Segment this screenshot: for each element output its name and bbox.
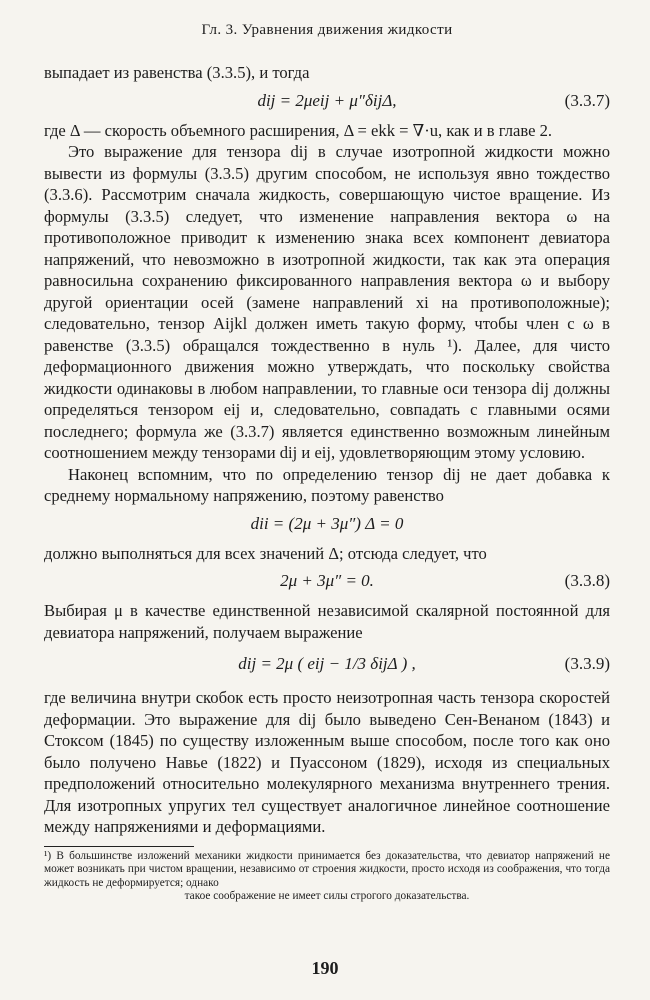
page-content [44,22,610,904]
footnote-text: ¹) В большинстве изложений механики жидкости принимается без доказательства, что девиатор напряжений не может возникать при чистом вращении, независимо от строения жидкости, просто исходя из соображения, что тогда жидкость не деформируется; однако [44,849,610,889]
footnote [44,850,610,904]
paragraph-7: где величина внутри скобок есть просто неизотропная часть тензора скоростей деформации. Это выражение для dij было выведено Сен-Венаном (1843) и Стоксом (1845) по существу изложенным выше способом, после того как оно было получено Навье (1822) и Пуассоном (1829), исходя из специальных предположений относительно молекулярного механизма внутреннего трения. Для изотропных упругих тел существует аналогичное линейное соотношение между напряжениями и деформациями. [44,688,610,836]
paragraph-6: Выбирая μ в качестве единственной независимой скалярной постоянной для девиатора напряжений, получаем выражение [44,601,610,642]
equation-trace [44,507,610,543]
running-header: Гл. 3. Уравнения движения жидкости [201,22,453,38]
paragraph-5: должно выполняться для всех значений Δ; отсюда следует, что [44,543,487,563]
equation-3-3-8 [44,564,610,600]
paragraph-3: Это выражение для тензора dij в случае изотропной жидкости можно вывести из формулы (3.3.5) другим способом, не используя явно тождество (3.3.6). Рассмотрим сначала жидкость, совершающую чистое вращение. Из формулы (3.3.5) следует, что изменение направления вектора ω на противоположное приводит к изменению знака всех компонент девиатора напряжений, что невозможно в изотропной жидкости, так как эта операция равносильна сохранению фиксированного направления вектора ω и выбору другой ориентации осей (замене направлений xi на противоположные); следовательно, тензор Aijkl должен иметь такую форму, чтобы член с ω в равенстве (3.3.5) обращался тождественно в нуль ¹). Далее, для чисто деформационного движения можно утверждать, что поскольку свойства жидкости одинаковы в любом направлении, то главные оси тензора dij должны определяться тензором eij и, следовательно, совпадать с главными осями последнего; формула же (3.3.7) является единственно возможным линейным соотношением между тензорами dij и eij, удовлетворяющим этому условию. [44,142,610,462]
equation-formula: 2μ + 3μ″ = 0. [280,571,374,590]
paragraph-1: выпадает из равенства (3.3.5), и тогда [44,63,310,82]
paragraph-2: где Δ — скорость объемного расширения, Δ = ekk = ∇·u, как и в главе 2. [44,120,553,140]
equation-formula: dij = 2μeij + μ″δijΔ, [257,90,397,110]
equation-3-3-9 [44,643,610,687]
page-number: 190 [311,958,339,978]
equation-number: (3.3.8) [564,571,610,590]
equation-number: (3.3.7) [564,90,610,110]
paragraph-4: Наконец вспомним, что по определению тензор dij не дает добавка к среднему нормальному напряжению, поэтому равенство [44,464,610,505]
footnote-divider [44,846,194,847]
equation-formula: dij = 2μ ( eij − 1/3 δijΔ ) , [238,654,416,673]
equation-3-3-7 [44,84,610,120]
equation-number: (3.3.9) [564,654,610,673]
equation-formula: dii = (2μ + 3μ″) Δ = 0 [250,513,404,533]
footnote-last-line: такое соображение не имеет силы строгого доказательства. [184,890,470,902]
